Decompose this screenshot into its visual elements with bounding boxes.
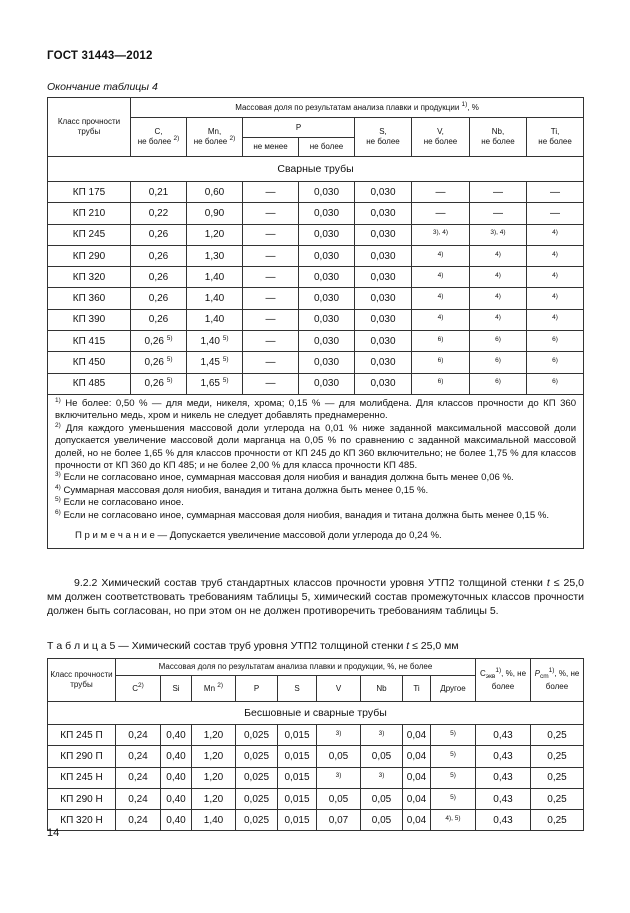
table5-caption: Т а б л и ц а 5 — Химический состав труб уровня УТП2 толщиной стенки t ≤ 25,0 мм bbox=[47, 640, 459, 652]
col-p-max: не более bbox=[299, 138, 355, 157]
footnote-4: $^{4)}$ Суммарная массовая доля ниобия, ванадия и титана должна быть менее 0,15 %. bbox=[55, 483, 429, 496]
table-row bbox=[48, 182, 584, 203]
cell-p-max: 0,030 bbox=[299, 352, 355, 373]
t5-col-s: S bbox=[278, 676, 317, 702]
cell-nb: 4) bbox=[470, 267, 527, 288]
cell-p-min: — bbox=[243, 373, 299, 394]
cell-c: 0,24 bbox=[116, 788, 161, 809]
cell-mn: 1,20 bbox=[192, 746, 236, 767]
cell-p-max: 0,030 bbox=[299, 203, 355, 224]
cell-cekv: 0,43 bbox=[476, 767, 531, 788]
cell-p: 0,025 bbox=[236, 725, 278, 746]
cell-mn: 1,20 bbox=[192, 767, 236, 788]
table4-footnotes bbox=[48, 394, 584, 548]
cell-mn: 1,30 bbox=[187, 245, 243, 266]
cell-s: 0,015 bbox=[278, 746, 317, 767]
cell-s: 0,030 bbox=[355, 224, 412, 245]
cell-v: 4) bbox=[412, 288, 470, 309]
cell-v: 3) bbox=[317, 767, 361, 788]
footnote-1: $^{1)}$ Не более: 0,50 % — для меди, никеля, хрома; 0,15 % — для молибдена. Для классов прочности до КП 360 включительно медь, хром и никель не следует добавлять преднамеренно. bbox=[55, 396, 577, 422]
cell-si: 0,40 bbox=[161, 810, 192, 831]
col-s: S, не более bbox=[355, 118, 412, 157]
table-row bbox=[48, 309, 584, 330]
table-4 bbox=[47, 97, 584, 549]
cell-pcm: 0,25 bbox=[531, 767, 584, 788]
cell-p: 0,025 bbox=[236, 810, 278, 831]
cell-c: 0,24 bbox=[116, 725, 161, 746]
cell-cls: КП 245 Н bbox=[48, 767, 116, 788]
cell-ti: 0,04 bbox=[403, 725, 431, 746]
cell-si: 0,40 bbox=[161, 746, 192, 767]
cell-mn: 0,60 bbox=[187, 182, 243, 203]
cell-mn: 1,40 bbox=[187, 288, 243, 309]
table-row bbox=[48, 373, 584, 394]
cell-nb: 3) bbox=[361, 725, 403, 746]
cell-ti: 4) bbox=[527, 309, 584, 330]
cell-nb: 6) bbox=[470, 352, 527, 373]
cell-cls: КП 245 П bbox=[48, 725, 116, 746]
cell-si: 0,40 bbox=[161, 788, 192, 809]
cell-s: 0,030 bbox=[355, 267, 412, 288]
cell-nb: 6) bbox=[470, 331, 527, 352]
cell-class: КП 290 bbox=[48, 245, 131, 266]
cell-p-min: — bbox=[243, 309, 299, 330]
cell-ti: — bbox=[527, 182, 584, 203]
cell-other: 5) bbox=[431, 767, 476, 788]
cell-p-max: 0,030 bbox=[299, 373, 355, 394]
col-strength-class: Класс прочности трубы bbox=[48, 98, 131, 157]
t5-mass-fraction-header: Массовая доля по результатам анализа плавки и продукции, %, не более bbox=[116, 659, 476, 676]
cell-p-min: — bbox=[243, 224, 299, 245]
cell-mn: 1,40 bbox=[187, 309, 243, 330]
cell-v: — bbox=[412, 203, 470, 224]
cell-p-min: — bbox=[243, 182, 299, 203]
footnote-5: $^{5)}$ Если не согласовано иное. bbox=[55, 496, 184, 509]
cell-v: 4) bbox=[412, 267, 470, 288]
cell-v: 0,05 bbox=[317, 788, 361, 809]
cell-v: 6) bbox=[412, 352, 470, 373]
cell-p-min: — bbox=[243, 288, 299, 309]
cell-v: 0,05 bbox=[317, 746, 361, 767]
cell-p-min: — bbox=[243, 203, 299, 224]
table-row bbox=[48, 352, 584, 373]
cell-mn: 1,20 bbox=[192, 788, 236, 809]
cell-ti: 6) bbox=[527, 373, 584, 394]
cell-nb: 0,05 bbox=[361, 746, 403, 767]
cell-class: КП 175 bbox=[48, 182, 131, 203]
cell-s: 0,015 bbox=[278, 810, 317, 831]
cell-p-max: 0,030 bbox=[299, 182, 355, 203]
cell-c: 0,26 bbox=[131, 267, 187, 288]
footnote-2: $^{2)}$ Для каждого уменьшения массовой доли углерода на 0,01 % ниже заданной максимальной массовой доли допускается увеличение массовой доли марганца на 0,05 % по сравнению с заданной максимальной массовой долей, но не более 1,65 % для классов прочности от КП 245 до КП 360 включительно; не более 1,75 % для классов прочности от КП 360 до КП 485; и не более 2,00 % для класса прочности КП 485. bbox=[55, 421, 577, 471]
cell-other: 5) bbox=[431, 746, 476, 767]
cell-nb: 4) bbox=[470, 245, 527, 266]
cell-s: 0,015 bbox=[278, 725, 317, 746]
cell-p-max: 0,030 bbox=[299, 331, 355, 352]
document-code: ГОСТ 31443—2012 bbox=[47, 50, 153, 62]
footnote-3: $^{3)}$ Если не согласовано иное, суммарная массовая доля ниобия и ванадия должна быть менее 0,06 %. bbox=[55, 471, 514, 484]
table-row bbox=[48, 203, 584, 224]
t5-col-v: V bbox=[317, 676, 361, 702]
cell-cls: КП 320 Н bbox=[48, 810, 116, 831]
t5-col-nb: Nb bbox=[361, 676, 403, 702]
cell-other: 4), 5) bbox=[431, 810, 476, 831]
t5-col-other: Другое bbox=[431, 676, 476, 702]
t5-col-strength-class: Класс прочности трубы bbox=[48, 659, 116, 702]
cell-c: 0,26 bbox=[131, 309, 187, 330]
cell-p-min: — bbox=[243, 331, 299, 352]
t5-col-cekv: $C_{экв}^{1)}$, %, не более bbox=[476, 659, 531, 702]
cell-ti: 4) bbox=[527, 288, 584, 309]
page-number: 14 bbox=[47, 827, 60, 839]
cell-class: КП 320 bbox=[48, 267, 131, 288]
cell-pcm: 0,25 bbox=[531, 810, 584, 831]
table-row bbox=[48, 331, 584, 352]
cell-p: 0,025 bbox=[236, 788, 278, 809]
cell-si: 0,40 bbox=[161, 767, 192, 788]
cell-pcm: 0,25 bbox=[531, 725, 584, 746]
cell-c: 0,24 bbox=[116, 767, 161, 788]
cell-v: 6) bbox=[412, 373, 470, 394]
cell-c: 0,26 bbox=[131, 288, 187, 309]
cell-nb: 3), 4) bbox=[470, 224, 527, 245]
cell-v: 4) bbox=[412, 309, 470, 330]
cell-ti: 4) bbox=[527, 245, 584, 266]
cell-c: 0,26 bbox=[131, 245, 187, 266]
table-row bbox=[48, 746, 584, 767]
cell-nb: — bbox=[470, 182, 527, 203]
col-p: P bbox=[243, 118, 355, 138]
table4-caption: Окончание таблицы 4 bbox=[47, 81, 158, 93]
cell-class: КП 210 bbox=[48, 203, 131, 224]
cell-class: КП 360 bbox=[48, 288, 131, 309]
table-row bbox=[48, 224, 584, 245]
cell-class: КП 245 bbox=[48, 224, 131, 245]
cell-pcm: 0,25 bbox=[531, 788, 584, 809]
cell-v: 3) bbox=[317, 725, 361, 746]
cell-si: 0,40 bbox=[161, 725, 192, 746]
cell-p-max: 0,030 bbox=[299, 267, 355, 288]
table-row bbox=[48, 788, 584, 809]
col-nb: Nb, не более bbox=[470, 118, 527, 157]
cell-s: 0,015 bbox=[278, 767, 317, 788]
cell-s: 0,015 bbox=[278, 788, 317, 809]
cell-c: 0,24 bbox=[116, 746, 161, 767]
cell-class: КП 485 bbox=[48, 373, 131, 394]
cell-other: 5) bbox=[431, 788, 476, 809]
col-v: V, не более bbox=[412, 118, 470, 157]
cell-s: 0,030 bbox=[355, 309, 412, 330]
footnote-6: $^{6)}$ Если не согласовано иное, суммарная массовая доля ниобия, ванадия и титана должна быть менее 0,15 %. bbox=[55, 508, 550, 521]
cell-nb: 4) bbox=[470, 288, 527, 309]
t5-col-pcm: $P_{cm}^{1)}$, %, не более bbox=[531, 659, 584, 702]
cell-p: 0,025 bbox=[236, 746, 278, 767]
cell-p-max: 0,030 bbox=[299, 288, 355, 309]
cell-v: 6) bbox=[412, 331, 470, 352]
cell-c: 0,24 bbox=[116, 810, 161, 831]
cell-ti: 0,04 bbox=[403, 767, 431, 788]
cell-v: 4) bbox=[412, 245, 470, 266]
cell-mn: 1,40 bbox=[187, 267, 243, 288]
section-welded-pipes: Сварные трубы bbox=[48, 157, 584, 182]
cell-p-max: 0,030 bbox=[299, 245, 355, 266]
table-row bbox=[48, 267, 584, 288]
clause-9-2-2: 9.2.2 Химический состав труб стандартных классов прочности уровня УТП2 толщиной стенки t ≤ 25,0 мм должен соответствовать требованиям таблицы 5, химический состав промежуточных классов прочности должен быть согласован, но при этом он не должен противоречить требованиям таблицы 5. bbox=[47, 577, 584, 617]
cell-ti: 0,04 bbox=[403, 788, 431, 809]
mass-fraction-header: Массовая доля по результатам анализа плавки и продукции $^{1)}$, % bbox=[131, 98, 584, 118]
cell-ti: 4) bbox=[527, 267, 584, 288]
cell-mn: 1,20 bbox=[187, 224, 243, 245]
cell-v: 3), 4) bbox=[412, 224, 470, 245]
cell-nb: 0,05 bbox=[361, 788, 403, 809]
cell-cekv: 0,43 bbox=[476, 746, 531, 767]
cell-mn: 0,90 bbox=[187, 203, 243, 224]
cell-cekv: 0,43 bbox=[476, 788, 531, 809]
table-row bbox=[48, 288, 584, 309]
col-mn: Mn, не более $^{2)}$ bbox=[187, 118, 243, 157]
cell-nb: 6) bbox=[470, 373, 527, 394]
cell-cekv: 0,43 bbox=[476, 725, 531, 746]
cell-s: 0,030 bbox=[355, 288, 412, 309]
cell-s: 0,030 bbox=[355, 331, 412, 352]
col-p-min: не менее bbox=[243, 138, 299, 157]
cell-s: 0,030 bbox=[355, 203, 412, 224]
cell-s: 0,030 bbox=[355, 182, 412, 203]
cell-mn: 1,40 bbox=[192, 810, 236, 831]
cell-v: — bbox=[412, 182, 470, 203]
cell-ti: 0,04 bbox=[403, 746, 431, 767]
cell-c: 0,26 bbox=[131, 224, 187, 245]
t5-col-si: Si bbox=[161, 676, 192, 702]
col-ti: Ti, не более bbox=[527, 118, 584, 157]
cell-s: 0,030 bbox=[355, 245, 412, 266]
cell-p-max: 0,030 bbox=[299, 309, 355, 330]
cell-c: 0,26 $^{5)}$ bbox=[131, 352, 187, 373]
t5-col-ti: Ti bbox=[403, 676, 431, 702]
cell-mn: 1,40 $^{5)}$ bbox=[187, 331, 243, 352]
cell-p: 0,025 bbox=[236, 767, 278, 788]
cell-c: 0,26 $^{5)}$ bbox=[131, 331, 187, 352]
cell-other: 5) bbox=[431, 725, 476, 746]
section-seamless-and-welded: Бесшовные и сварные трубы bbox=[48, 702, 584, 725]
cell-v: 0,07 bbox=[317, 810, 361, 831]
cell-class: КП 415 bbox=[48, 331, 131, 352]
cell-mn: 1,20 bbox=[192, 725, 236, 746]
table-row bbox=[48, 767, 584, 788]
cell-s: 0,030 bbox=[355, 352, 412, 373]
cell-c: 0,22 bbox=[131, 203, 187, 224]
cell-nb: 0,05 bbox=[361, 810, 403, 831]
cell-p-min: — bbox=[243, 352, 299, 373]
cell-ti: 6) bbox=[527, 331, 584, 352]
cell-s: 0,030 bbox=[355, 373, 412, 394]
cell-nb: 3) bbox=[361, 767, 403, 788]
cell-ti: 4) bbox=[527, 224, 584, 245]
cell-cls: КП 290 Н bbox=[48, 788, 116, 809]
table-row bbox=[48, 245, 584, 266]
cell-nb: 4) bbox=[470, 309, 527, 330]
t5-col-c: $C^{2)}$ bbox=[116, 676, 161, 702]
cell-class: КП 390 bbox=[48, 309, 131, 330]
table4-note: П р и м е ч а н и е — Допускается увеличение массовой доли углерода до 0,24 %. bbox=[75, 530, 442, 542]
cell-cls: КП 290 П bbox=[48, 746, 116, 767]
cell-ti: — bbox=[527, 203, 584, 224]
cell-p-min: — bbox=[243, 267, 299, 288]
table-row bbox=[48, 810, 584, 831]
cell-mn: 1,45 $^{5)}$ bbox=[187, 352, 243, 373]
cell-p-min: — bbox=[243, 245, 299, 266]
table-row bbox=[48, 725, 584, 746]
cell-class: КП 450 bbox=[48, 352, 131, 373]
cell-mn: 1,65 $^{5)}$ bbox=[187, 373, 243, 394]
cell-ti: 6) bbox=[527, 352, 584, 373]
cell-p-max: 0,030 bbox=[299, 224, 355, 245]
cell-nb: — bbox=[470, 203, 527, 224]
t5-col-mn: Mn $^{2)}$ bbox=[192, 676, 236, 702]
cell-c: 0,21 bbox=[131, 182, 187, 203]
cell-c: 0,26 $^{5)}$ bbox=[131, 373, 187, 394]
table-5 bbox=[47, 658, 584, 831]
col-c: C, не более $^{2)}$ bbox=[131, 118, 187, 157]
t5-col-p: P bbox=[236, 676, 278, 702]
cell-pcm: 0,25 bbox=[531, 746, 584, 767]
cell-ti: 0,04 bbox=[403, 810, 431, 831]
cell-cekv: 0,43 bbox=[476, 810, 531, 831]
